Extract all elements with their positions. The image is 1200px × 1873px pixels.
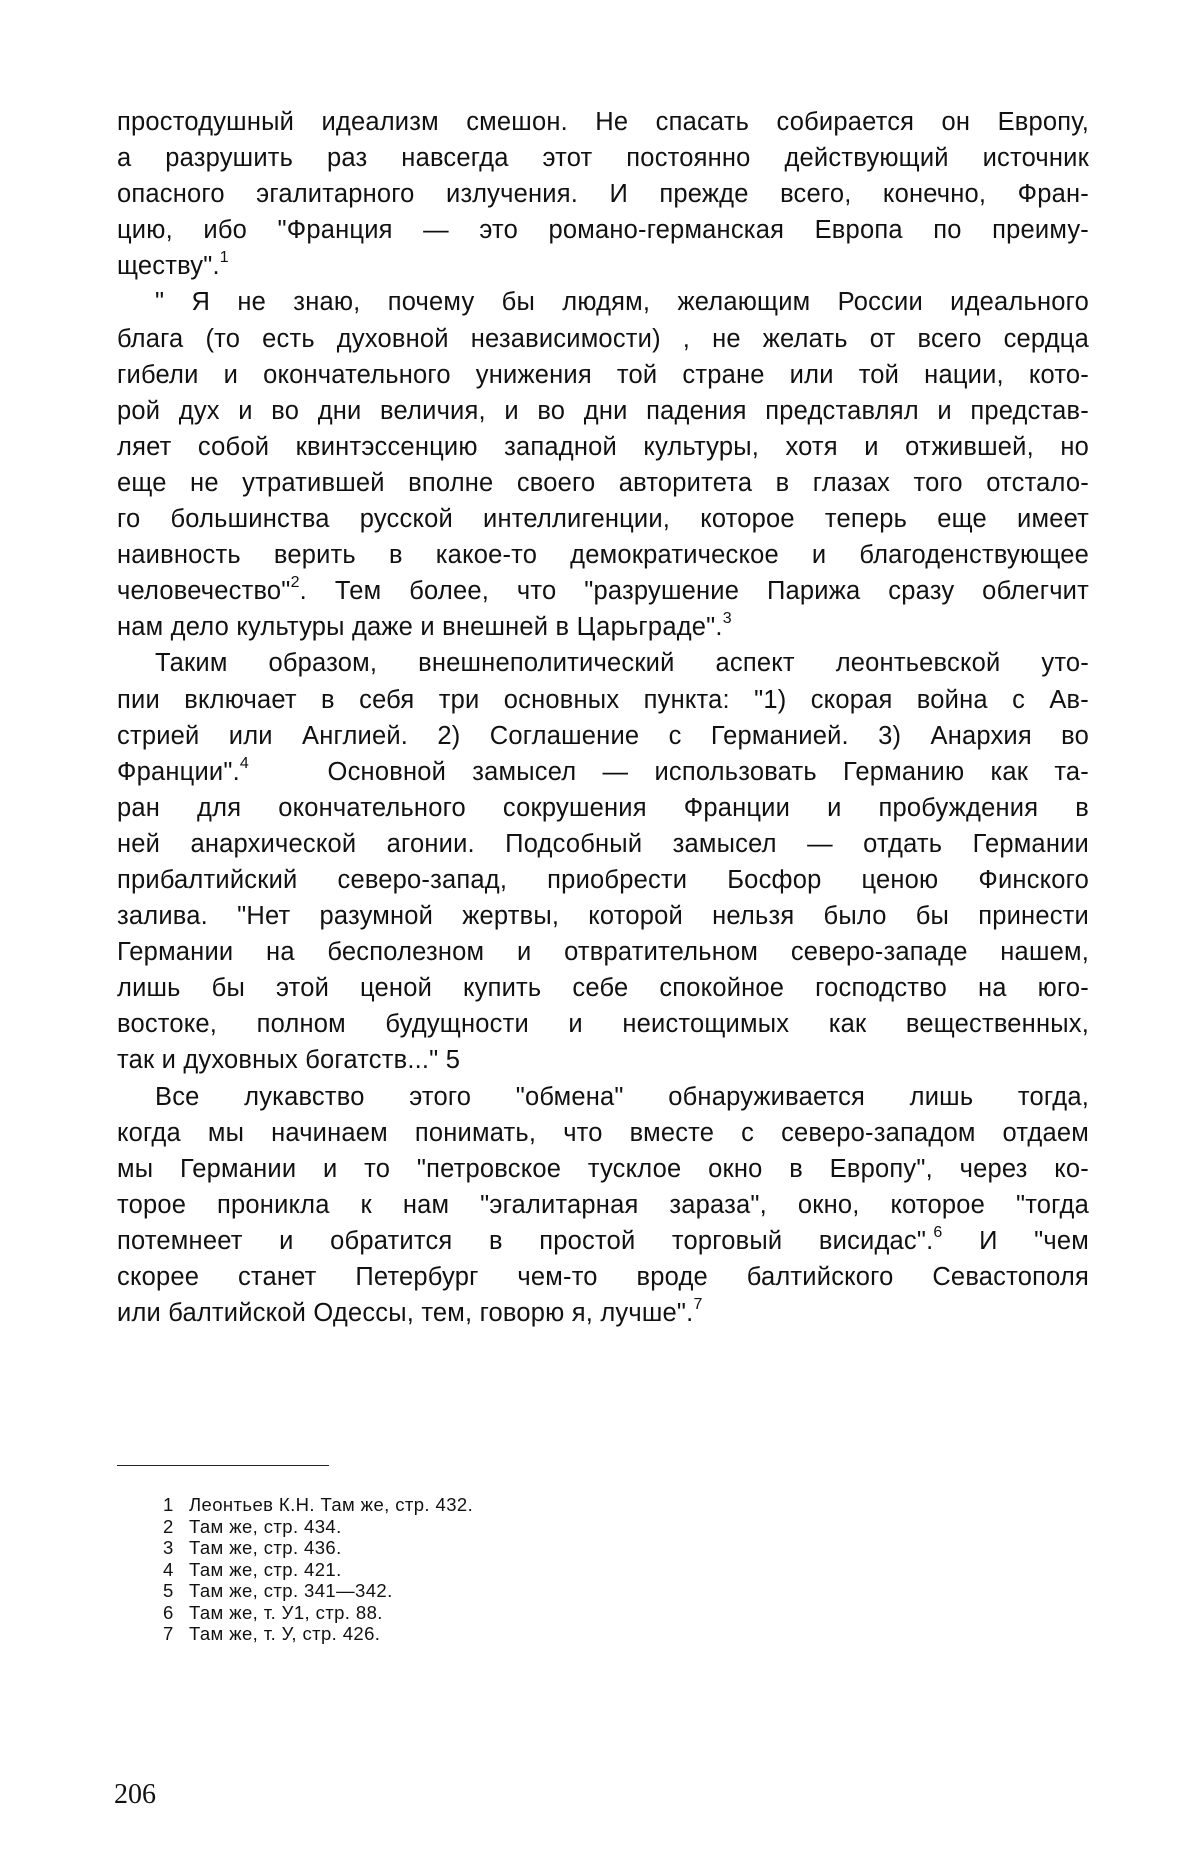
footnote-text: Там же, стр. 434. (189, 1515, 342, 1537)
text-line (117, 284, 1089, 320)
footnote (163, 1602, 763, 1624)
footnote-text: Там же, т. У, стр. 426. (189, 1623, 381, 1644)
text-line-content: лишь бы этой ценой купить себе спокойное господство на юго- (117, 974, 1089, 1003)
text-line-content: потемнеет и обратится в простой торговый висидас". (117, 1226, 934, 1255)
footnote-reference: 2 (290, 574, 300, 592)
footnote (163, 1623, 763, 1645)
text-line (117, 970, 1089, 1006)
text-line-content: торое проникла к нам "эгалитарная зараза", окно, которое "тогда (117, 1190, 1089, 1219)
footnote-text: Там же, стр. 421. (189, 1558, 342, 1580)
footnote-reference: 4 (239, 754, 249, 772)
text-line (117, 212, 1089, 248)
text-line (117, 790, 1089, 826)
footnote-number: 1 (163, 1494, 174, 1515)
text-line (117, 1042, 1089, 1078)
text-line (117, 682, 1089, 718)
text-line (117, 537, 1089, 573)
text-line (117, 609, 1089, 645)
text-line (117, 826, 1089, 862)
footnote-text: Там же, стр. 436. (189, 1537, 342, 1558)
text-line (117, 645, 1089, 681)
footnote-text: Там же, т. У1, стр. 88. (189, 1601, 383, 1623)
text-line-content: " Я не знаю, почему бы людям, желающим России идеального (155, 288, 1089, 317)
text-line-content: а разрушить раз навсегда этот постоянно действующий источник (117, 144, 1089, 173)
footnote-number: 6 (163, 1601, 174, 1623)
footnote-text: Там же, стр. 341—342. (189, 1580, 393, 1601)
footnote (163, 1580, 763, 1602)
text-line (117, 429, 1089, 465)
text-line (117, 393, 1089, 429)
text-line-content: прибалтийский северо-запад, приобрести Босфор ценою Финского (117, 865, 1089, 894)
text-line-content: скорее станет Петербург чем-то вроде балтийского Севастополя (117, 1263, 1089, 1291)
text-line-continuation: И "чем (942, 1226, 1089, 1255)
text-line (117, 1223, 1089, 1259)
text-line (117, 934, 1089, 970)
text-line (117, 1115, 1089, 1151)
footnote-number: 7 (163, 1623, 174, 1644)
footnote-number: 2 (163, 1515, 174, 1537)
text-line-continuation: . Тем более, что "разрушение Парижа сразу облегчит (299, 577, 1089, 606)
footnote (163, 1559, 763, 1581)
text-line (117, 465, 1089, 501)
text-line (117, 140, 1089, 176)
page-number: 206 (114, 1779, 156, 1810)
text-line (117, 898, 1089, 934)
text-line-content: ней анархической агонии. Подсобный замысел — отдать Германии (117, 829, 1089, 858)
text-line-content: опасного эгалитарного излучения. И прежде всего, конечно, Фран- (117, 180, 1089, 209)
text-line-content: востоке, полном будущности и неистощимых как вещественных, (117, 1010, 1089, 1039)
text-line-content: гибели и окончательного унижения той стране или той нации, кото- (117, 360, 1089, 389)
text-line (117, 1187, 1089, 1223)
footnote-number: 4 (163, 1558, 174, 1580)
footnotes (163, 1494, 763, 1645)
text-line-content: когда мы начинаем понимать, что вместе с северо-западом отдаем (117, 1118, 1089, 1147)
text-line-content: наивность верить в какое-то демократическое и благоденствующее (117, 541, 1089, 570)
text-line-content: или балтийской Одессы, тем, говорю я, лучше". (117, 1299, 694, 1328)
footnote-reference: 6 (933, 1223, 943, 1241)
text-line (117, 248, 1089, 284)
text-line-content: стрией или Англией. 2) Соглашение с Германией. 3) Анархия во (117, 721, 1089, 750)
text-line-content: ществу". (117, 252, 220, 281)
text-line (117, 321, 1089, 357)
text-line-content: залива. "Нет разумной жертвы, которой нельзя было бы принести (117, 902, 1089, 931)
text-line (117, 718, 1089, 754)
footnote (163, 1516, 763, 1538)
text-line-content: Таким образом, внешнеполитический аспект леонтьевской уто- (155, 649, 1089, 678)
text-line (117, 573, 1089, 609)
footnote-text: Леонтьев К.Н. Там же, стр. 432. (189, 1494, 474, 1515)
text-line (117, 1259, 1089, 1295)
text-line-content: ляет собой квинтэссенцию западной культуры, хотя и отжившей, но (117, 432, 1089, 461)
footnote-reference: 3 (722, 610, 732, 628)
text-line-content: Франции". (117, 757, 240, 786)
footnote-number: 3 (163, 1537, 174, 1558)
text-line (117, 1079, 1089, 1115)
text-line-content: простодушный идеализм смешон. Не спасать собирается он Европу, (117, 108, 1089, 136)
text-line-continuation: Основной замысел — использовать Германию как та- (248, 757, 1089, 786)
text-line (117, 862, 1089, 898)
text-line-content: блага (то есть духовной независимости) , не желать от всего сердца (117, 324, 1089, 353)
text-line (117, 1006, 1089, 1042)
text-line-content: ран для окончательного сокрушения Франции и пробуждения в (117, 793, 1089, 822)
footnote-reference: 1 (219, 249, 229, 267)
text-line-content: еще не утратившей вполне своего авторитета в глазах того отстало- (117, 468, 1089, 497)
body-text (117, 104, 1089, 1331)
text-line (117, 176, 1089, 212)
footnote-reference: 7 (693, 1296, 703, 1314)
footnote-divider (117, 1465, 329, 1466)
text-line-content: цию, ибо "Франция — это романо-германская Европа по преиму- (117, 216, 1089, 245)
text-line-content: мы Германии и то "петровское тусклое окно в Европу", через ко- (117, 1154, 1089, 1183)
text-line-content: так и духовных богатств..." 5 (117, 1046, 461, 1075)
footnote-number: 5 (163, 1580, 174, 1601)
text-line (117, 754, 1089, 790)
footnote (163, 1494, 763, 1516)
text-line-content: го большинства русской интеллигенции, которое теперь еще имеет (117, 505, 1089, 534)
text-line-content: нам дело культуры даже и внешней в Царьграде". (117, 613, 723, 642)
text-line (117, 1295, 1089, 1331)
text-line (117, 1151, 1089, 1187)
text-line-content: рой дух и во дни величия, и во дни падения представлял и представ- (117, 396, 1089, 425)
text-line-content: Германии на бесполезном и отвратительном северо-западе нашем, (117, 938, 1089, 967)
footnote (163, 1537, 763, 1559)
text-line (117, 357, 1089, 393)
text-line-content: человечество" (117, 577, 291, 606)
text-line-content: пии включает в себя три основных пункта: "1) скорая война с Ав- (117, 685, 1089, 714)
text-line-content: Все лукавство этого "обмена" обнаруживается лишь тогда, (155, 1082, 1089, 1111)
text-line (117, 104, 1089, 140)
text-line (117, 501, 1089, 537)
